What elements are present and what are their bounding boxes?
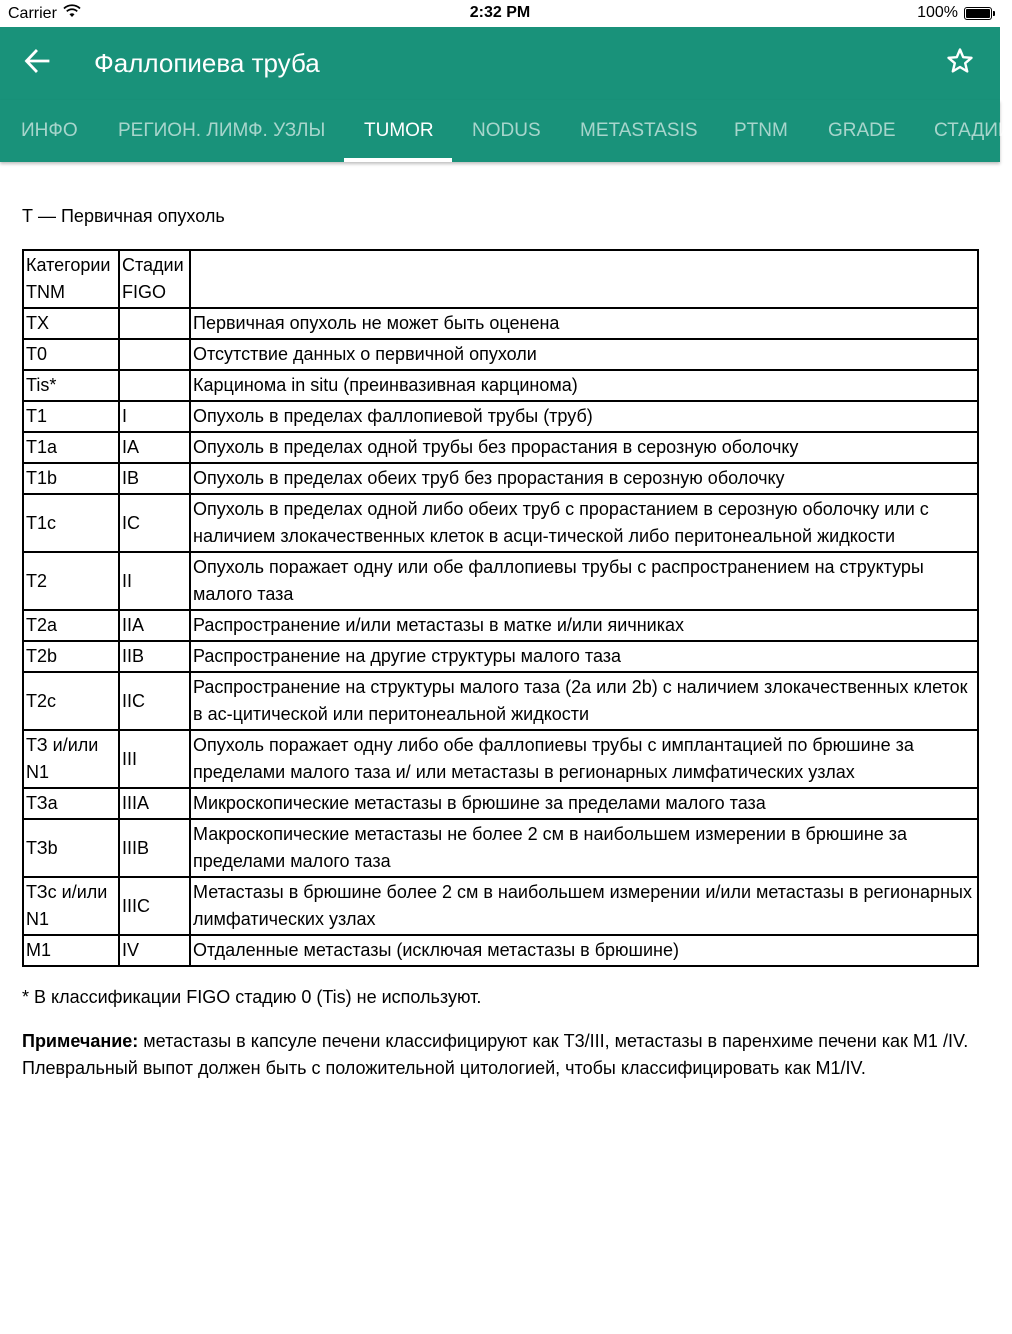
cell-figo	[119, 308, 190, 339]
cell-tnm: M1	[23, 935, 119, 966]
cell-tnm: TX	[23, 308, 119, 339]
cell-description: Первичная опухоль не может быть оценена	[190, 308, 978, 339]
cell-tnm: ТЗ и/или N1	[23, 730, 119, 788]
cell-tnm: T1b	[23, 463, 119, 494]
cell-description: Отдаленные метастазы (исключая метастазы в брюшине)	[190, 935, 978, 966]
cell-figo: IC	[119, 494, 190, 552]
footnote: * В классификации FIGO стадию 0 (Tis) не используют.	[22, 987, 482, 1007]
carrier-label: Carrier	[8, 4, 57, 22]
tnm-table	[22, 249, 979, 967]
header-tnm: Категории TNM	[23, 250, 119, 308]
star-outline-icon	[946, 47, 974, 80]
cell-figo: IIIA	[119, 788, 190, 819]
cell-tnm: T0	[23, 339, 119, 370]
cell-tnm: T1a	[23, 432, 119, 463]
battery-icon	[964, 7, 992, 20]
battery-group	[917, 4, 992, 22]
table-row	[23, 641, 978, 672]
table-row	[23, 370, 978, 401]
cell-description: Отсутствие данных о первичной опухоли	[190, 339, 978, 370]
cell-description: Опухоль в пределах фаллопиевой трубы (труб)	[190, 401, 978, 432]
cell-description: Распространение на другие структуры малого таза	[190, 641, 978, 672]
cell-description: Карцинома in situ (преинвазивная карцинома)	[190, 370, 978, 401]
cell-figo: IB	[119, 463, 190, 494]
note-label: Примечание:	[22, 1031, 139, 1051]
table-row	[23, 432, 978, 463]
header-figo: Стадии FIGO	[119, 250, 190, 308]
table-row	[23, 463, 978, 494]
cell-figo: IIIC	[119, 877, 190, 935]
table-row	[23, 401, 978, 432]
table-row	[23, 730, 978, 788]
table-row	[23, 610, 978, 641]
table-row	[23, 552, 978, 610]
cell-figo: IV	[119, 935, 190, 966]
table-row	[23, 494, 978, 552]
cell-tnm: T2b	[23, 641, 119, 672]
cell-tnm: Tis*	[23, 370, 119, 401]
tab-nodus[interactable]: NODUS	[472, 120, 541, 141]
table-row	[23, 788, 978, 819]
tab-ptnm[interactable]: PTNM	[734, 120, 788, 141]
favorite-button[interactable]	[920, 27, 1000, 100]
table-row	[23, 308, 978, 339]
status-bar	[0, 0, 1000, 27]
table-row	[23, 672, 978, 730]
cell-figo: IIB	[119, 641, 190, 672]
cell-figo	[119, 339, 190, 370]
cell-description: Распространение и/или метастазы в матке и/или яичниках	[190, 610, 978, 641]
cell-description: Опухоль в пределах обеих труб без прорастания в серозную оболочку	[190, 463, 978, 494]
tab-info[interactable]: ИНФО	[21, 120, 78, 141]
cell-figo	[119, 370, 190, 401]
cell-figo: I	[119, 401, 190, 432]
tab-grade[interactable]: GRADE	[828, 120, 896, 141]
note-text: метастазы в капсуле печени классифицируют как Т3/III, метастазы в паренхиме печени как M1 /IV. Плевральный выпот должен быть с положительной цитологией, чтобы классифицировать как M1/IV.	[22, 1031, 969, 1078]
tab-tumor[interactable]: TUMOR	[364, 120, 434, 141]
cell-description: Макроскопические метастазы не более 2 см в наибольшем измерении в брюшине за пределами малого таза	[190, 819, 978, 877]
arrow-left-icon	[24, 48, 50, 79]
cell-tnm: T2	[23, 552, 119, 610]
cell-figo: IIIB	[119, 819, 190, 877]
tab-regional-nodes[interactable]: РЕГИОН. ЛИМФ. УЗЛЫ	[118, 120, 326, 141]
note	[22, 1028, 978, 1082]
cell-tnm: T1c	[23, 494, 119, 552]
cell-description: Опухоль в пределах одной либо обеих труб с прорастанием в серозную оболочку или с наличием злокачественных клеток в асци-тической либо перитонеальной жидкости	[190, 494, 978, 552]
cell-tnm: T1	[23, 401, 119, 432]
page-title: Фаллопиева труба	[94, 48, 320, 78]
content	[0, 206, 1000, 1082]
table-row	[23, 339, 978, 370]
tab-indicator	[344, 158, 452, 162]
cell-tnm: T2c	[23, 672, 119, 730]
tab-metastasis[interactable]: METASTASIS	[580, 120, 698, 141]
header-description	[190, 250, 978, 308]
app-bar	[0, 27, 1000, 100]
cell-figo: II	[119, 552, 190, 610]
cell-tnm: T2a	[23, 610, 119, 641]
back-button[interactable]	[0, 27, 74, 100]
cell-tnm: ТЗс и/или N1	[23, 877, 119, 935]
table-row	[23, 877, 978, 935]
cell-description: Распространение на структуры малого таза (2a или 2b) с наличием злокачественных клеток в ас-цитической или перитонеальной жидкости	[190, 672, 978, 730]
cell-description: Опухоль поражает одну либо обе фаллопиевы трубы с имплантацией по брюшине за пределами малого таза и/ или метастазы в регионарных лимфатических узлах	[190, 730, 978, 788]
table-row	[23, 819, 978, 877]
table-row	[23, 935, 978, 966]
cell-description: Опухоль в пределах одной трубы без прорастания в серозную оболочку	[190, 432, 978, 463]
cell-tnm: ТЗb	[23, 819, 119, 877]
battery-percent: 100%	[917, 4, 958, 21]
cell-description: Метастазы в брюшине более 2 см в наибольшем измерении и/или метастазы в регионарных лимфатических узлах	[190, 877, 978, 935]
cell-tnm: ТЗа	[23, 788, 119, 819]
cell-figo: III	[119, 730, 190, 788]
cell-description: Микроскопические метастазы в брюшине за пределами малого таза	[190, 788, 978, 819]
tab-stages[interactable]: СТАДИИ	[934, 120, 1012, 141]
tab-bar	[0, 100, 1012, 162]
cell-description: Опухоль поражает одну или обе фаллопиевы трубы с распространением на структуры малого таза	[190, 552, 978, 610]
cell-figo: IA	[119, 432, 190, 463]
status-time: 2:32 PM	[469, 4, 531, 21]
table-header-row	[23, 250, 978, 308]
cell-figo: IIA	[119, 610, 190, 641]
cell-figo: IIC	[119, 672, 190, 730]
section-title: Т — Первичная опухоль	[22, 206, 225, 226]
